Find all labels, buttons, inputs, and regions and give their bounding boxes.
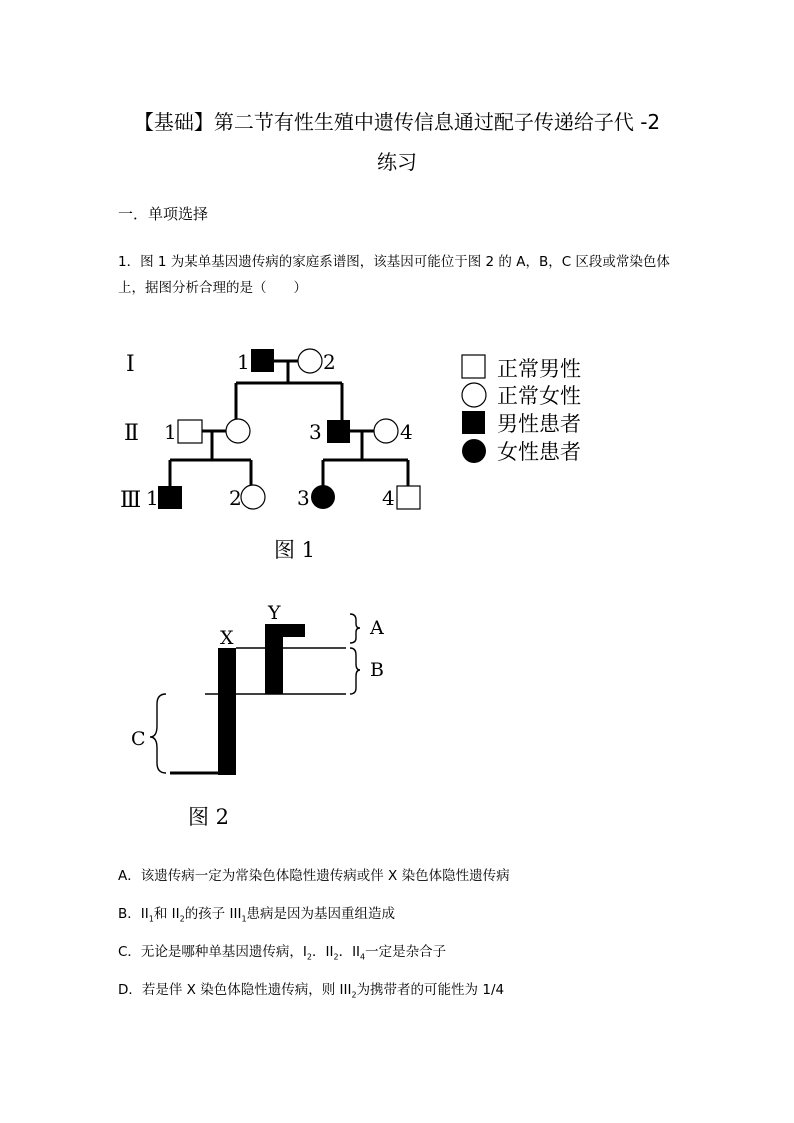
legend-normal-male: 正常男性 [497,357,581,381]
option-b-sub3: 1 [241,914,247,924]
legend-normal-female-icon [462,383,486,407]
option-c-pre: C．无论是哪种单基因遗传病，I [118,944,307,960]
legend-normal-female: 正常女性 [497,384,581,408]
g2-3-affected-male [327,420,350,443]
g2-4-normal-female [374,419,398,443]
brace-a [350,614,360,643]
label-b: B [370,659,384,681]
g1-2-normal-female [298,349,322,373]
option-b-pre: B．II [118,906,149,922]
label-y: Y [268,602,281,624]
gen-label-2: Ⅱ [124,421,139,446]
gen-label-3: Ⅲ [120,488,142,513]
option-b [118,902,395,924]
legend-normal-male-icon [462,355,485,378]
label-a: A [370,617,384,639]
option-b-mid2: 的孩子 III [184,906,242,922]
gen-label-1: Ⅰ [126,352,135,377]
option-b-mid: 和 II [153,906,180,922]
g3-4-normal-male [397,486,420,509]
brace-b [350,648,360,694]
g3-2-normal-female [241,485,265,509]
figure2-caption: 图 2 [188,805,230,829]
label-x: X [220,627,234,649]
option-c-sub3: 4 [360,952,366,962]
doc-title-line2: 练习 [377,150,417,174]
option-b-sub1: 1 [148,914,154,924]
num-g3-4: 4 [382,486,395,510]
brace-c [150,694,166,773]
legend-affected-male: 男性患者 [497,412,581,436]
num-g2-1: 1 [164,420,177,444]
y-chromosome-arm [283,624,305,637]
g2-2-normal-female [226,419,250,443]
g3-3-affected-female [311,485,335,509]
num-g3-3: 3 [297,486,310,510]
option-c-mid2: ．II [338,944,361,960]
legend-affected-female-icon [462,439,486,463]
option-c [118,940,446,962]
label-c: C [131,728,146,750]
legend-affected-male-icon [462,411,485,434]
option-b-sub2: 2 [179,914,185,924]
num-g1-2: 2 [323,350,336,374]
num-g1-1: 1 [237,350,250,374]
option-c-mid: ．II [312,944,334,960]
option-a: A．该遗传病一定为常染色体隐性遗传病或伴 X 染色体隐性遗传病 [118,868,510,884]
doc-title-line1: 【基础】第二节有性生殖中遗传信息通过配子传递给子代 -2 [133,110,661,134]
option-d-post: 为携带者的可能性为 1/4 [356,982,505,998]
section-heading: 一．单项选择 [118,205,209,223]
option-d-sub1: 2 [351,990,357,1000]
num-g3-2: 2 [229,486,242,510]
option-c-sub2: 2 [333,952,339,962]
legend-affected-female: 女性患者 [497,440,581,464]
y-chromosome [265,624,283,694]
num-g2-3: 3 [309,420,322,444]
figure1-caption: 图 1 [274,538,316,562]
option-c-sub1: 2 [306,952,313,962]
option-d [118,978,504,1000]
g2-1-normal-male [178,420,202,443]
option-d-pre: D．若是伴 X 染色体隐性遗传病，则 III [118,982,352,998]
option-b-post: 患病是因为基因重组造成 [246,906,396,922]
g3-1-affected-male [158,486,182,509]
x-chromosome [218,648,236,775]
question-text: 1．图 1 为某单基因遗传病的家庭系谱图，该基因可能位于图 2 的 A，B，C 区段或常染色体上，据图分析合理的是（ ） [118,254,670,296]
option-c-post: 一定是杂合子 [365,944,447,960]
g1-1-affected-male [251,349,274,372]
num-g3-1: 1 [146,486,159,510]
num-g2-4: 4 [400,420,413,444]
